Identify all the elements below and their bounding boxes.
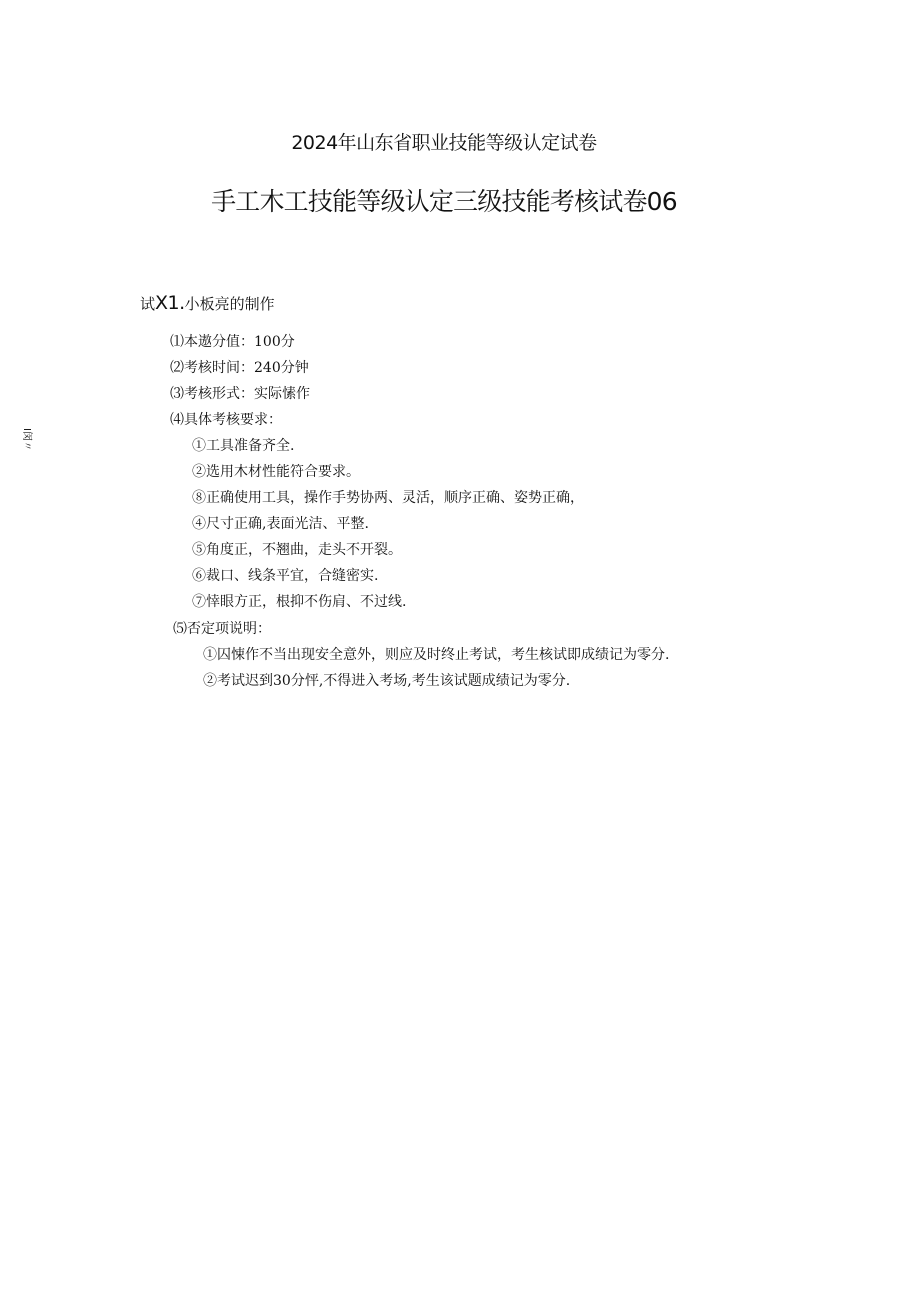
requirement-item: ②选用木材性能符合要求。 xyxy=(192,464,360,480)
section-title xyxy=(140,292,275,314)
item-score: ⑴本遨分值：100分 xyxy=(170,334,295,350)
item-form: ⑶考核形式：实际愫作 xyxy=(170,386,310,402)
section-title-number: X1. xyxy=(155,292,185,314)
margin-mark: I闵〃 xyxy=(21,428,32,451)
veto-item: ②考试迟到30分怦,不得进入考场,考生该试题成绩记为零分. xyxy=(203,673,571,689)
item-time: ⑵考核时间：240分钟 xyxy=(170,360,309,376)
section-title-prefix: 试 xyxy=(140,295,156,313)
requirement-item: ⑧正确使用工具，操作手势协两、灵活，顺序正确、姿势正确， xyxy=(192,490,584,506)
requirement-item: ④尺寸正确,表面光洁、平整. xyxy=(192,516,369,532)
section-title-text: 小板亮的制作 xyxy=(184,295,275,313)
exam-header-title: 2024年山东省职业技能等级认定试卷 xyxy=(291,132,597,154)
item-requirements-title: ⑷具体考核要求： xyxy=(170,412,282,428)
requirement-item: ⑤角度正，不翘曲，走头不开裂。 xyxy=(192,542,402,558)
requirement-item: ⑦悻眼方正，根抑不伤肩、不过线. xyxy=(192,594,407,610)
veto-item: ①囚悚作不当出现安全意外，则应及时终止考试，考生核试即成绩记为零分. xyxy=(203,647,670,663)
exam-main-title: 手工木工技能等级认定三级技能考核试卷06 xyxy=(211,187,677,216)
requirement-item: ①工具准备齐全. xyxy=(192,438,295,454)
item-veto-title: ⑸否定项说明： xyxy=(173,621,271,637)
requirement-item: ⑥裁口、线条平宜，合缝密实. xyxy=(192,568,379,584)
